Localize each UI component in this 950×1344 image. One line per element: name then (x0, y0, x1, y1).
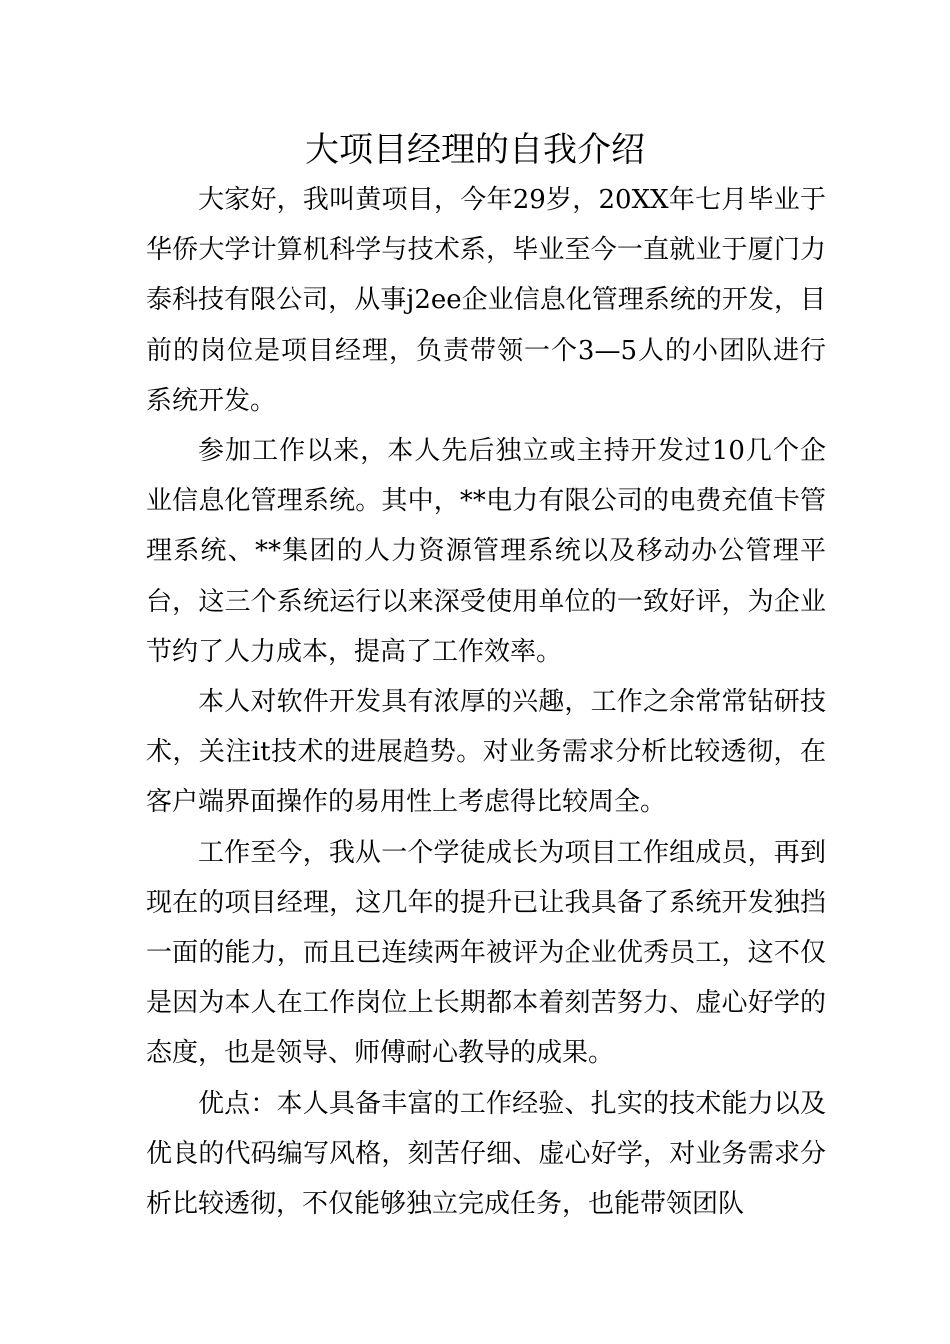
document-body (146, 175, 826, 1229)
paragraph-intro: 大家好，我叫黄项目，今年29岁，20XX年七月毕业于华侨大学计算机科学与技术系，毕业至今一直就业于厦门力泰科技有限公司，从事j2ee企业信息化管理系统的开发，目前的岗位是项目经理，负责带领一个3—5人的小团队进行系统开发。 (146, 185, 826, 416)
paragraph-growth: 工作至今，我从一个学徒成长为项目工作组成员，再到现在的项目经理，这几年的提升已让我具备了系统开发独挡一面的能力，而且已连续两年被评为企业优秀员工，这不仅是因为本人在工作岗位上长期都本着刻苦努力、虚心好学的态度，也是领导、师傅耐心教导的成果。 (146, 837, 826, 1069)
paragraph-projects: 参加工作以来，本人先后独立或主持开发过10几个企业信息化管理系统。其中，**电力有限公司的电费充值卡管理系统、**集团的人力资源管理系统以及移动办公管理平台，这三个系统运行以来深受使用单位的一致好评，为企业节约了人力成本，提高了工作效率。 (146, 436, 826, 667)
paragraph-strengths: 优点：本人具备丰富的工作经验、扎实的技术能力以及优良的代码编写风格，刻苦仔细、虚心好学，对业务需求分析比较透彻，不仅能够独立完成任务，也能带领团队 (146, 1088, 826, 1220)
paragraph-interests: 本人对软件开发具有浓厚的兴趣，工作之余常常钻研技术，关注it技术的进展趋势。对业务需求分析比较透彻，在客户端界面操作的易用性上考虑得比较周全。 (146, 687, 826, 818)
document-title: 大项目经理的自我介绍 (305, 130, 645, 170)
